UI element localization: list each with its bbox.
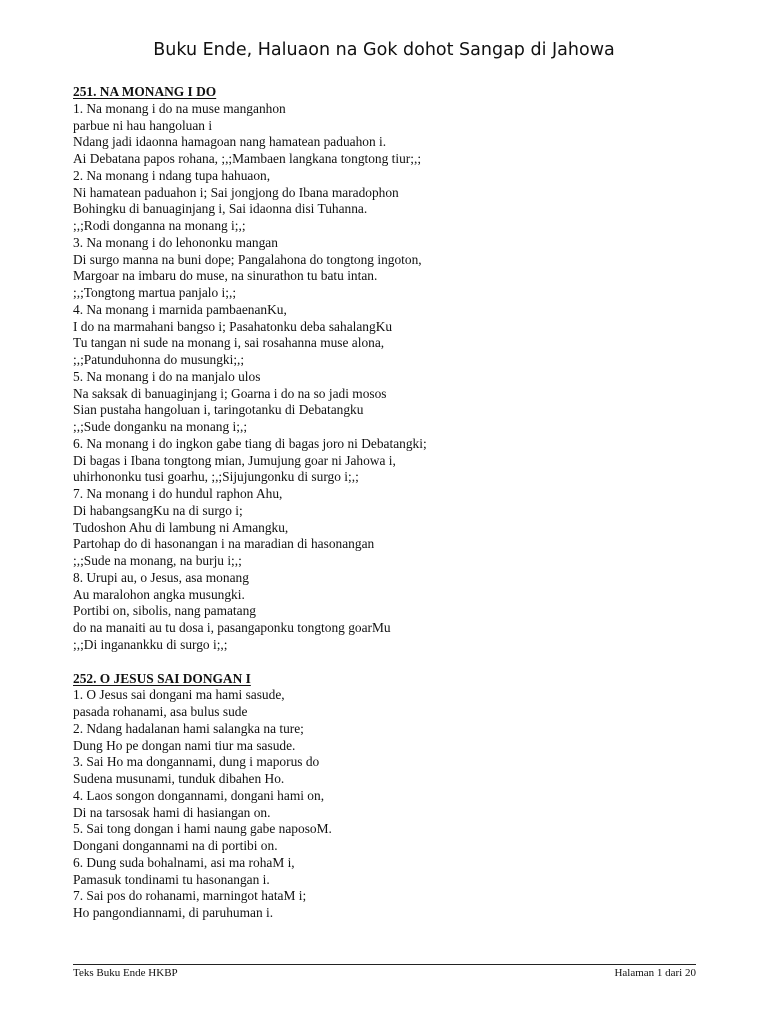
hymn-line: 1. Na monang i do na muse manganhon [73, 100, 286, 116]
hymn-line: 6. Dung suda bohalnami, asi ma rohaM i, [73, 854, 295, 870]
footer-divider [73, 964, 696, 965]
hymn-line: Ndang jadi idaonna hamagoan nang hamatean paduahon i. [73, 134, 387, 150]
hymn-line: 5. Sai tong dongan i hami naung gabe naposoM. [73, 821, 332, 837]
hymn-line: Tu tangan ni sude na monang i, sai rosahanna muse alona, [73, 335, 385, 351]
hymn-line: 6. Na monang i do ingkon gabe tiang di bagas joro ni Debatangki; [73, 435, 427, 451]
hymn-line: 2. Ndang hadalanan hami salangka na ture; [73, 720, 304, 736]
hymn-line: 2. Na monang i ndang tupa hahuaon, [73, 167, 271, 183]
hymn-line: ;,;Patunduhonna do musungki;,; [73, 352, 245, 367]
hymn-line: ;,;Sude donganku na monang i;,; [73, 419, 248, 434]
hymn-lines [73, 687, 713, 922]
hymn-line: Di na tarsosak hami di hasiangan on. [73, 804, 271, 820]
hymn-line: Bohingku di banuaginjang i, Sai idaonna disi Tuhanna. [73, 201, 368, 217]
hymn-line: Di habangsangKu na di surgo i; [73, 502, 243, 518]
hymn-line: 7. Na monang i do hundul raphon Ahu, [73, 486, 283, 501]
document-body [73, 84, 713, 922]
hymn-line: Dung Ho pe dongan nami tiur ma sasude. [73, 737, 296, 753]
page-title: Buku Ende, Haluaon na Gok dohot Sangap di Jahowa [153, 40, 615, 60]
hymn-line: Margoar na imbaru do muse, na sinurathon tu batu intan. [73, 268, 378, 284]
hymn-section-251 [73, 84, 713, 654]
hymn-line: 7. Sai pos do rohanami, marningot hataM i; [73, 888, 307, 904]
hymn-line: 5. Na monang i do na manjalo ulos [73, 368, 261, 384]
hymn-line: ;,;Tongtong martua panjalo i;,; [73, 285, 237, 300]
hymn-line: uhirhononku tusi goarhu, ;,;Sijujungonku di surgo i;,; [73, 469, 359, 485]
hymn-line: Portibi on, sibolis, nang pamatang [73, 603, 256, 619]
hymn-line: Dongani dongannami na di portibi on. [73, 838, 278, 853]
hymn-line: Partohap do di hasonangan i na maradian di hasonangan [73, 536, 375, 552]
hymn-line: parbue ni hau hangoluan i [73, 117, 213, 133]
hymn-line: do na manaiti au tu dosa i, pasangaponku tongtong goarMu [73, 620, 391, 635]
hymn-line: Di bagas i Ibana tongtong mian, Jumujung goar ni Jahowa i, [73, 452, 396, 468]
hymn-line: Ho pangondiannami, di paruhuman i. [73, 905, 274, 920]
hymn-line: Ai Debatana papos rohana, ;,;Mambaen langkana tongtong tiur;,; [73, 151, 422, 166]
hymn-line: Sian pustaha hangoluan i, taringotanku di Debatangku [73, 402, 364, 418]
hymn-line: 3. Sai Ho ma dongannami, dung i maporus do [73, 754, 320, 770]
footer-document-name: Teks Buku Ende HKBP [73, 967, 178, 979]
hymn-heading: 251. NA MONANG I DO [73, 84, 217, 99]
hymn-line: ;,;Sude na monang, na burju i;,; [73, 553, 242, 568]
section-gap [73, 654, 713, 671]
hymn-line: Na saksak di banuaginjang i; Goarna i do na so jadi mosos [73, 385, 387, 401]
hymn-line: I do na marmahani bangso i; Pasahatonku deba sahalangKu [73, 318, 393, 334]
footer-page-number: Halaman 1 dari 20 [614, 967, 696, 979]
hymn-line: Tudoshon Ahu di lambung ni Amangku, [73, 519, 289, 535]
hymn-line: pasada rohanami, asa bulus sude [73, 704, 248, 719]
hymn-line: Au maralohon angka musungki. [73, 586, 245, 602]
hymn-line: 4. Na monang i marnida pambaenanKu, [73, 301, 287, 317]
hymn-section-252 [73, 671, 713, 922]
hymn-line: Pamasuk tondinami tu hasonangan i. [73, 871, 270, 887]
hymn-line: 4. Laos songon dongannami, dongani hami on, [73, 787, 325, 803]
hymn-line: ;,;Rodi donganna na monang i;,; [73, 218, 246, 233]
hymn-line: 3. Na monang i do lehononku mangan [73, 234, 278, 250]
hymn-lines [73, 101, 713, 654]
hymn-heading: 252. O JESUS SAI DONGAN I [73, 670, 251, 686]
hymn-line: ;,;Di inganankku di surgo i;,; [73, 636, 228, 652]
hymn-line: 8. Urupi au, o Jesus, asa monang [73, 569, 249, 585]
hymn-line: Di surgo manna na buni dope; Pangalahona do tongtong ingoton, [73, 251, 422, 267]
hymn-line: Ni hamatean paduahon i; Sai jongjong do Ibana maradophon [73, 184, 399, 200]
hymn-line: Sudena musunami, tunduk dibahen Ho. [73, 771, 285, 786]
hymn-line: 1. O Jesus sai dongani ma hami sasude, [73, 687, 285, 703]
